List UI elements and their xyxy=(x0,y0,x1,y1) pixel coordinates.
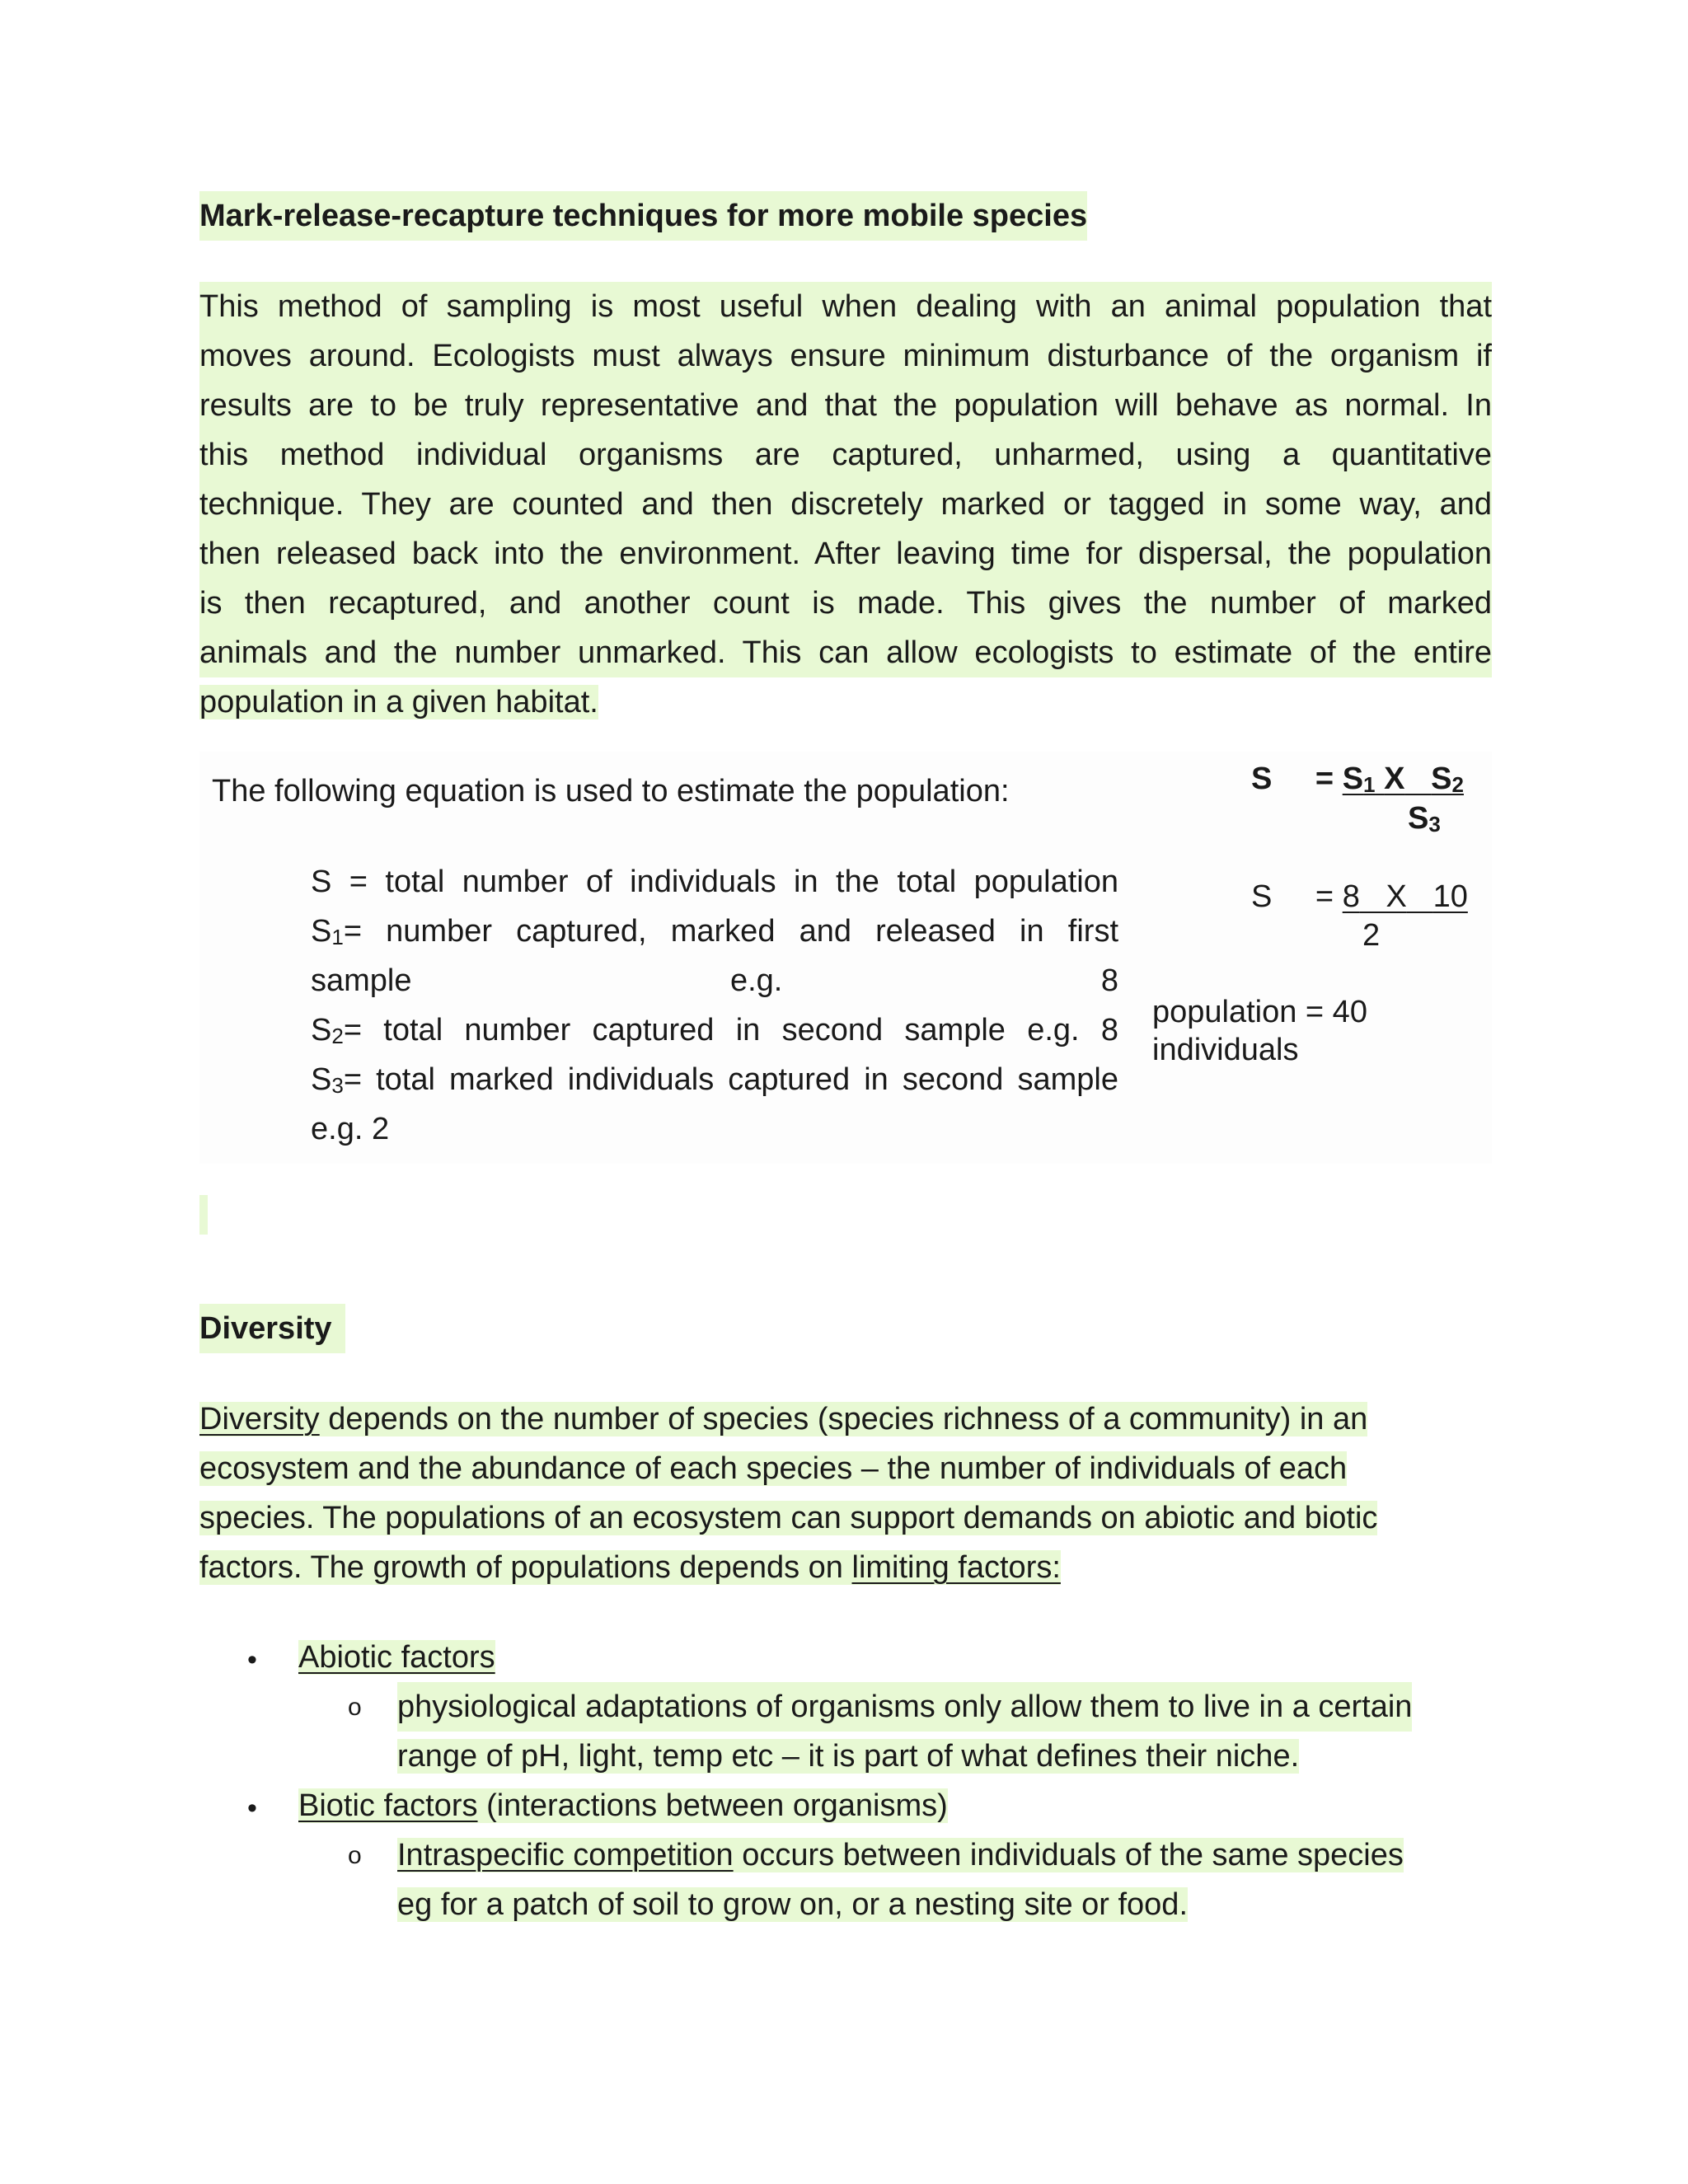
section-heading-diversity: Diversity xyxy=(199,1304,345,1353)
times-sign: X xyxy=(1386,879,1407,914)
limiting-factors-term: limiting factors: xyxy=(851,1550,1061,1585)
formula-lhs: S xyxy=(1251,762,1273,796)
definition-s: S = total number of individuals in the total population xyxy=(311,865,1118,899)
section-heading-mark-release: Mark-release-recapture techniques for more mobile species xyxy=(199,191,1087,241)
example-denominator: 2 xyxy=(1362,918,1381,953)
subscript: 3 xyxy=(331,1073,344,1098)
subscript: 1 xyxy=(331,925,344,949)
diversity-term: Diversity xyxy=(199,1402,320,1436)
paragraph-line: animals and the number unmarked. This can allow ecologists to estimate of the entire xyxy=(199,628,1492,677)
times-sign: X xyxy=(1384,762,1405,796)
subscript: 3 xyxy=(1428,812,1441,837)
subscript: 1 xyxy=(1363,772,1376,797)
sub-bullet-biotic xyxy=(397,1830,1404,1929)
definition-text: = total number captured in second sample e.g. 8 xyxy=(343,1013,1118,1047)
paragraph-line: factors. The growth of populations depends on xyxy=(199,1550,852,1585)
number: 10 xyxy=(1432,879,1468,914)
paragraph-line: depends on the number of species (species richness of a community) in an xyxy=(319,1402,1368,1436)
formula-example xyxy=(1251,878,1468,916)
symbol: S xyxy=(311,1062,332,1097)
equation-intro: The following equation is used to estimate the population: xyxy=(212,774,1010,808)
population-result: population = 40 individuals xyxy=(1152,995,1367,1067)
paragraph-line: moves around. Ecologists must always ensure minimum disturbance of the organism if xyxy=(199,331,1492,381)
diversity-paragraph xyxy=(199,1394,1492,1592)
paragraph-line: population in a given habitat. xyxy=(199,685,598,719)
definition-text: = total marked individuals captured in second sample e.g. 2 xyxy=(311,1062,1118,1146)
symbol: S xyxy=(311,1013,332,1047)
paragraph-line: species. The populations of an ecosystem can support demands on abiotic and biotic xyxy=(199,1501,1378,1535)
paragraph-line: this method individual organisms are captured, unharmed, using a quantitative xyxy=(199,430,1492,480)
variable-definitions xyxy=(311,857,1118,1154)
sub-bullet-abiotic xyxy=(397,1682,1412,1781)
bullet-abiotic xyxy=(298,1633,495,1682)
symbol: S xyxy=(1342,762,1364,796)
sub-bullet-line xyxy=(397,1830,1404,1880)
sub-bullet-line: eg for a patch of soil to grow on, or a nesting site or food. xyxy=(397,1887,1188,1922)
bullet-icon: • xyxy=(247,1793,257,1824)
definition-text: = number captured, marked and released in first sample e.g. 8 xyxy=(311,914,1118,998)
sub-bullet-line: range of pH, light, temp etc – it is part of what defines their niche. xyxy=(397,1739,1300,1774)
number: 8 xyxy=(1342,879,1360,914)
mark-release-paragraph xyxy=(199,282,1492,727)
sub-bullet-icon: o xyxy=(348,1694,362,1721)
formula-numerator xyxy=(1343,762,1464,796)
symbol: S xyxy=(1408,801,1429,836)
sub-bullet-icon: o xyxy=(348,1842,362,1869)
intraspecific-term: Intraspecific competition xyxy=(397,1838,734,1872)
subscript: 2 xyxy=(331,1024,344,1048)
example-numerator xyxy=(1343,879,1468,914)
bullet-icon: • xyxy=(247,1644,257,1675)
highlight-marker xyxy=(199,1195,208,1235)
definition-s1 xyxy=(311,907,1118,1005)
paragraph-line: results are to be truly representative and that the population will behave as normal. In xyxy=(199,381,1492,430)
paragraph-line: This method of sampling is most useful when dealing with an animal population that xyxy=(199,282,1492,331)
formula-denominator xyxy=(1408,799,1441,837)
formula-equals: = xyxy=(1315,879,1334,914)
symbol: S xyxy=(311,914,332,949)
sub-bullet-text: occurs between individuals of the same species xyxy=(733,1838,1404,1872)
formula-general xyxy=(1251,760,1464,798)
formula-lhs: S xyxy=(1251,879,1273,914)
biotic-term: Biotic factors xyxy=(298,1788,478,1823)
biotic-description: (interactions between organisms) xyxy=(477,1788,948,1823)
formula-equals: = xyxy=(1315,762,1334,796)
bullet-biotic xyxy=(298,1781,948,1830)
definition-s2 xyxy=(311,1005,1118,1055)
paragraph-line: is then recaptured, and another count is made. This gives the number of marked xyxy=(199,579,1492,628)
sub-bullet-line: physiological adaptations of organisms only allow them to live in a certain xyxy=(397,1682,1412,1732)
symbol: S xyxy=(1431,762,1452,796)
paragraph-line: technique. They are counted and then discretely marked or tagged in some way, and xyxy=(199,480,1492,529)
paragraph-line: ecosystem and the abundance of each species – the number of individuals of each xyxy=(199,1451,1348,1486)
paragraph-line: then released back into the environment. After leaving time for dispersal, the population xyxy=(199,529,1492,579)
subscript: 2 xyxy=(1451,772,1464,797)
abiotic-term: Abiotic factors xyxy=(298,1640,495,1675)
definition-s3 xyxy=(311,1055,1118,1154)
